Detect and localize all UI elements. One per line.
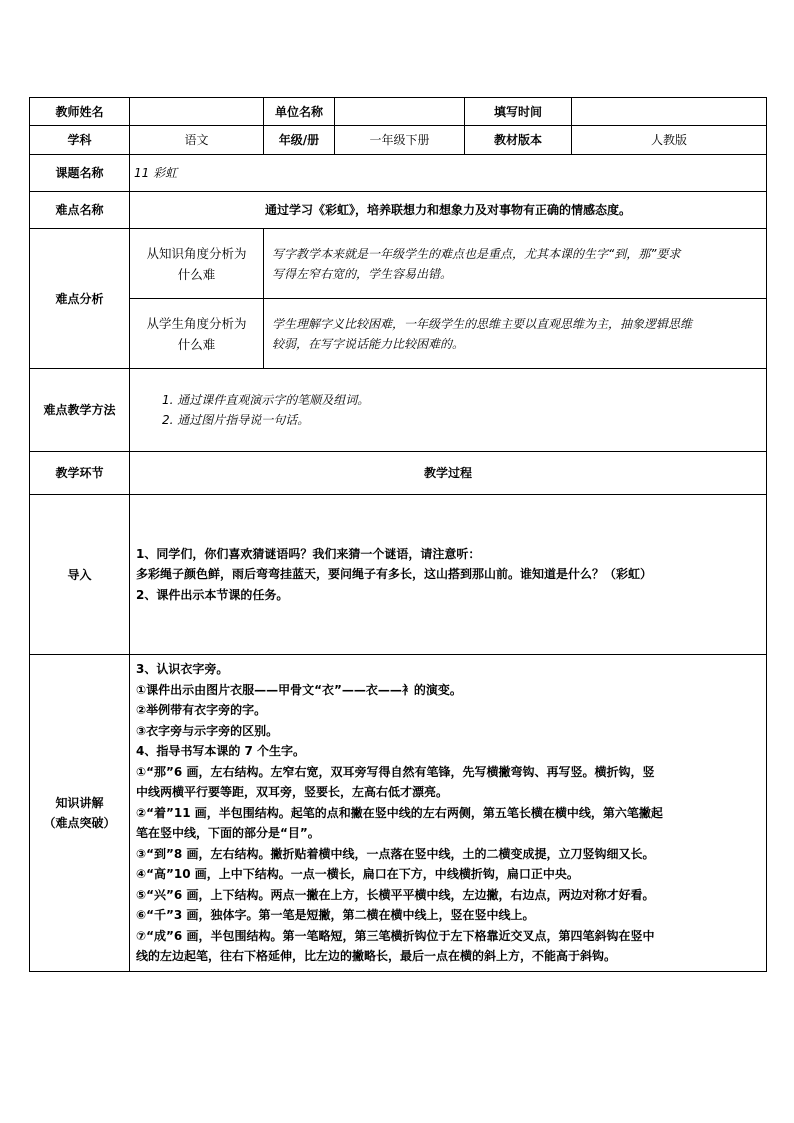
edition-label: 教材版本 xyxy=(465,126,572,155)
intro-label: 导入 xyxy=(30,495,130,655)
knowledge-content xyxy=(130,655,767,972)
grade-value: 一年级下册 xyxy=(335,126,465,155)
method-item: 2. 通过图片指导说一句话。 xyxy=(162,413,310,427)
knowledge-line: 中线两横平行要等距，双耳旁，竖要长，左高右低才漂亮。 xyxy=(136,785,449,800)
lesson-plan-table xyxy=(29,97,767,972)
knowledge-line: ②举例带有衣字旁的字。 xyxy=(136,703,267,718)
knowledge-row xyxy=(30,655,767,972)
intro-line: 多彩绳子颜色鲜，雨后弯弯挂蓝天，要问绳子有多长，这山搭到那山前。谁知道是什么？（彩虹） xyxy=(136,567,653,582)
stage-header: 教学环节 xyxy=(30,452,130,495)
method-label: 难点教学方法 xyxy=(30,369,130,452)
knowledge-line: ⑦“成”6 画，半包围结构。第一笔略短，第三笔横折钩位于左下格靠近交叉点，第四笔斜钩在竖中 xyxy=(136,928,655,943)
intro-line: 1、同学们，你们喜欢猜谜语吗？我们来猜一个谜语，请注意听： xyxy=(136,546,481,561)
edition-value: 人教版 xyxy=(572,126,767,155)
student-angle-label: 从学生角度分析为 什么难 xyxy=(130,299,264,369)
knowledge-line: 4、指导书写本课的 7 个生字。 xyxy=(136,744,306,759)
process-header-row xyxy=(30,452,767,495)
difficulty-label: 难点名称 xyxy=(30,192,130,229)
student-angle-text: 学生理解字义比较困难，一年级学生的思维主要以直观思维为主，抽象逻辑思维 较弱，在写字说话能力比较困难的。 xyxy=(264,299,767,369)
method-text xyxy=(130,369,767,452)
difficulty-value: 通过学习《彩虹》，培养联想力和想象力及对事物有正确的情感态度。 xyxy=(130,192,767,229)
knowledge-line: 3、认识衣字旁。 xyxy=(136,662,229,677)
header-row xyxy=(30,98,767,126)
knowledge-line: ②“着”11 画，半包围结构。起笔的点和撇在竖中线的左右两侧，第五笔长横在横中线，第六笔撇起 xyxy=(136,805,663,820)
knowledge-line: ①“那”6 画，左右结构。左窄右宽，双耳旁写得自然有笔锋，先写横撇弯钩、再写竖。横折钩，竖 xyxy=(136,764,655,779)
knowledge-line: ③衣字旁与示字旁的区别。 xyxy=(136,723,279,738)
unit-name-value xyxy=(335,98,465,126)
difficulty-row xyxy=(30,192,767,229)
knowledge-line: 笔在竖中线，下面的部分是“目”。 xyxy=(136,826,320,841)
teacher-name-value xyxy=(130,98,264,126)
teacher-name-label: 教师姓名 xyxy=(30,98,130,126)
knowledge-angle-text: 写字教学本来就是一年级学生的难点也是重点，尤其本课的生字“到，那”要求 写得左窄右宽的，学生容易出错。 xyxy=(264,229,767,299)
knowledge-angle-label: 从知识角度分析为 什么难 xyxy=(130,229,264,299)
analysis-student-row xyxy=(30,299,767,369)
knowledge-line: ④“高”10 画，上中下结构。一点一横长，扁口在下方，中线横折钩，扁口正中央。 xyxy=(136,867,579,882)
analysis-label: 难点分析 xyxy=(30,229,130,369)
unit-name-label: 单位名称 xyxy=(264,98,335,126)
method-row xyxy=(30,369,767,452)
knowledge-line: ①课件出示由图片衣服——甲骨文“衣”——衣——衤的演变。 xyxy=(136,682,462,697)
fill-date-value xyxy=(572,98,767,126)
analysis-knowledge-row xyxy=(30,229,767,299)
intro-line: 2、课件出示本节课的任务。 xyxy=(136,587,289,602)
knowledge-line: 线的左边起笔，往右下格延伸，比左边的撇略长，最后一点在横的斜上方，不能高于斜钩。 xyxy=(136,949,617,964)
topic-row xyxy=(30,155,767,192)
knowledge-line: ③“到”8 画，左右结构。撇折贴着横中线，一点落在竖中线，土的二横变成提，立刀竖钩细又长。 xyxy=(136,846,655,861)
grade-label: 年级/册 xyxy=(264,126,335,155)
knowledge-line: ⑥“千”3 画，独体字。第一笔是短撇，第二横在横中线上，竖在竖中线上。 xyxy=(136,908,535,923)
topic-value: 11 彩虹 xyxy=(130,155,767,192)
lesson-plan-sheet xyxy=(29,97,766,972)
subject-label: 学科 xyxy=(30,126,130,155)
intro-row xyxy=(30,495,767,655)
subject-value: 语文 xyxy=(130,126,264,155)
knowledge-label: 知识讲解 （难点突破） xyxy=(30,655,130,972)
topic-label: 课题名称 xyxy=(30,155,130,192)
method-item: 1. 通过课件直观演示字的笔顺及组词。 xyxy=(162,393,370,407)
fill-date-label: 填写时间 xyxy=(465,98,572,126)
knowledge-line: ⑤“兴”6 画，上下结构。两点一撇在上方，长横平平横中线，左边撇，右边点，两边对称才好看。 xyxy=(136,887,655,902)
process-header: 教学过程 xyxy=(130,452,767,495)
intro-content xyxy=(130,495,767,655)
subject-row xyxy=(30,126,767,155)
